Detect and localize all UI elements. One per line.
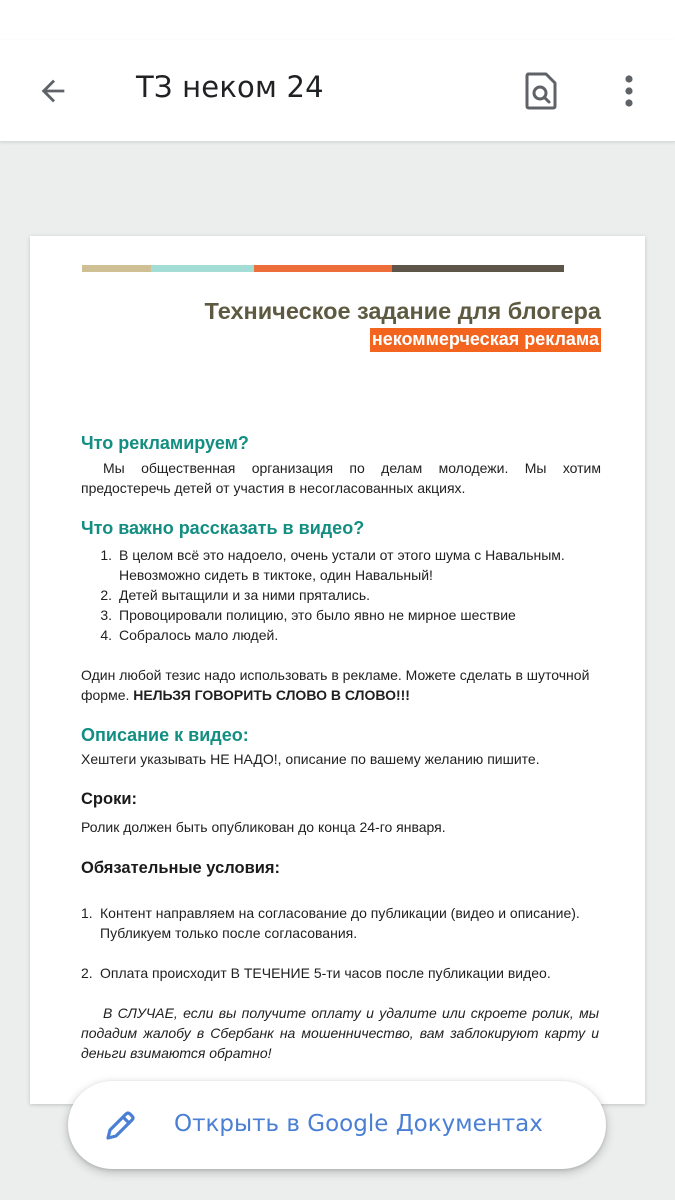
find-in-page-icon: [524, 71, 558, 111]
list-item-text: Оплата происходит В ТЕЧЕНИЕ 5-ти часов после публикации видео.: [100, 965, 551, 981]
arrow-back-icon: [36, 74, 70, 108]
decorative-color-bar: [82, 265, 564, 272]
deco-segment-4: [392, 265, 564, 272]
back-button[interactable]: [30, 68, 76, 114]
list-item: [81, 605, 601, 625]
video-points-list: [81, 545, 601, 645]
doc-subtitle-highlight: некоммерческая реклама: [370, 328, 601, 352]
section-heading-conditions: Обязательные условия:: [81, 859, 280, 877]
pencil-icon: [102, 1108, 138, 1144]
usage-note: [81, 665, 601, 705]
list-item-text: В целом всё это надоело, очень устали от этого шума с Навальным. Невозможно сидеть в тиктоке, один Навальный!: [119, 547, 565, 583]
more-options-button[interactable]: [606, 66, 652, 116]
status-bar: [0, 0, 675, 40]
list-item-text: Собралось мало людей.: [119, 627, 279, 643]
usage-note-text: Один любой тезис надо использовать в рекламе. Можете сделать в шуточной форме.: [81, 667, 590, 703]
list-item-number: 4.: [100, 627, 112, 643]
list-item-number: 3.: [100, 607, 112, 623]
more-vert-icon: [624, 74, 634, 108]
section-heading-deadline: Сроки:: [81, 790, 137, 808]
list-item: [81, 903, 601, 943]
document-name: ТЗ неком 24: [136, 70, 324, 104]
list-item-number: 1.: [81, 905, 93, 921]
list-item-number: 1.: [100, 547, 112, 563]
list-item-text: Детей вытащили и за ними прятались.: [119, 587, 371, 603]
list-item-text: Контент направляем на согласование до публикации (видео и описание). Публикуем только после согласования.: [100, 905, 580, 941]
list-item: [81, 963, 601, 983]
doc-title: Техническое задание для блогера: [204, 298, 601, 324]
section-text-deadline: Ролик должен быть опубликован до конца 24-го января.: [81, 819, 446, 835]
find-in-page-button[interactable]: [518, 66, 564, 116]
doc-body: [81, 431, 601, 1063]
section-text-what: Мы общественная организация по делам молодежи. Мы хотим предостеречь детей от участия в несогласованных акциях.: [81, 460, 601, 496]
conditions-list: [81, 903, 601, 983]
list-item-number: 2.: [100, 587, 112, 603]
open-in-google-docs-label: Открыть в Google Документах: [174, 1111, 543, 1137]
app-bar: [0, 40, 675, 142]
section-heading-video: Что важно рассказать в видео?: [81, 518, 365, 538]
section-heading-what: Что рекламируем?: [81, 433, 249, 453]
usage-note-bold: НЕЛЬЗЯ ГОВОРИТЬ СЛОВО В СЛОВО!!!: [133, 687, 410, 703]
list-item: [81, 585, 601, 605]
list-item: [81, 545, 601, 585]
deco-segment-3: [254, 265, 392, 272]
deco-segment-2: [151, 265, 254, 272]
deco-segment-1: [82, 265, 151, 272]
list-item-text: Провоцировали полицию, это было явно не мирное шествие: [119, 607, 516, 623]
document-preview[interactable]: [30, 236, 645, 1104]
section-heading-description: Описание к видео:: [81, 725, 249, 745]
list-item-number: 2.: [81, 965, 93, 981]
list-item: [81, 625, 601, 645]
section-text-description: Хештеги указывать НЕ НАДО!, описание по вашему желанию пишите.: [81, 751, 540, 767]
open-in-google-docs-button[interactable]: [68, 1081, 606, 1169]
warning-note: В СЛУЧАЕ, если вы получите оплату и удалите или скроете ролик, мы подадим жалобу в Сбербанк на мошенничество, вам заблокируют карту и деньги взимаются обратно!: [81, 1005, 599, 1061]
